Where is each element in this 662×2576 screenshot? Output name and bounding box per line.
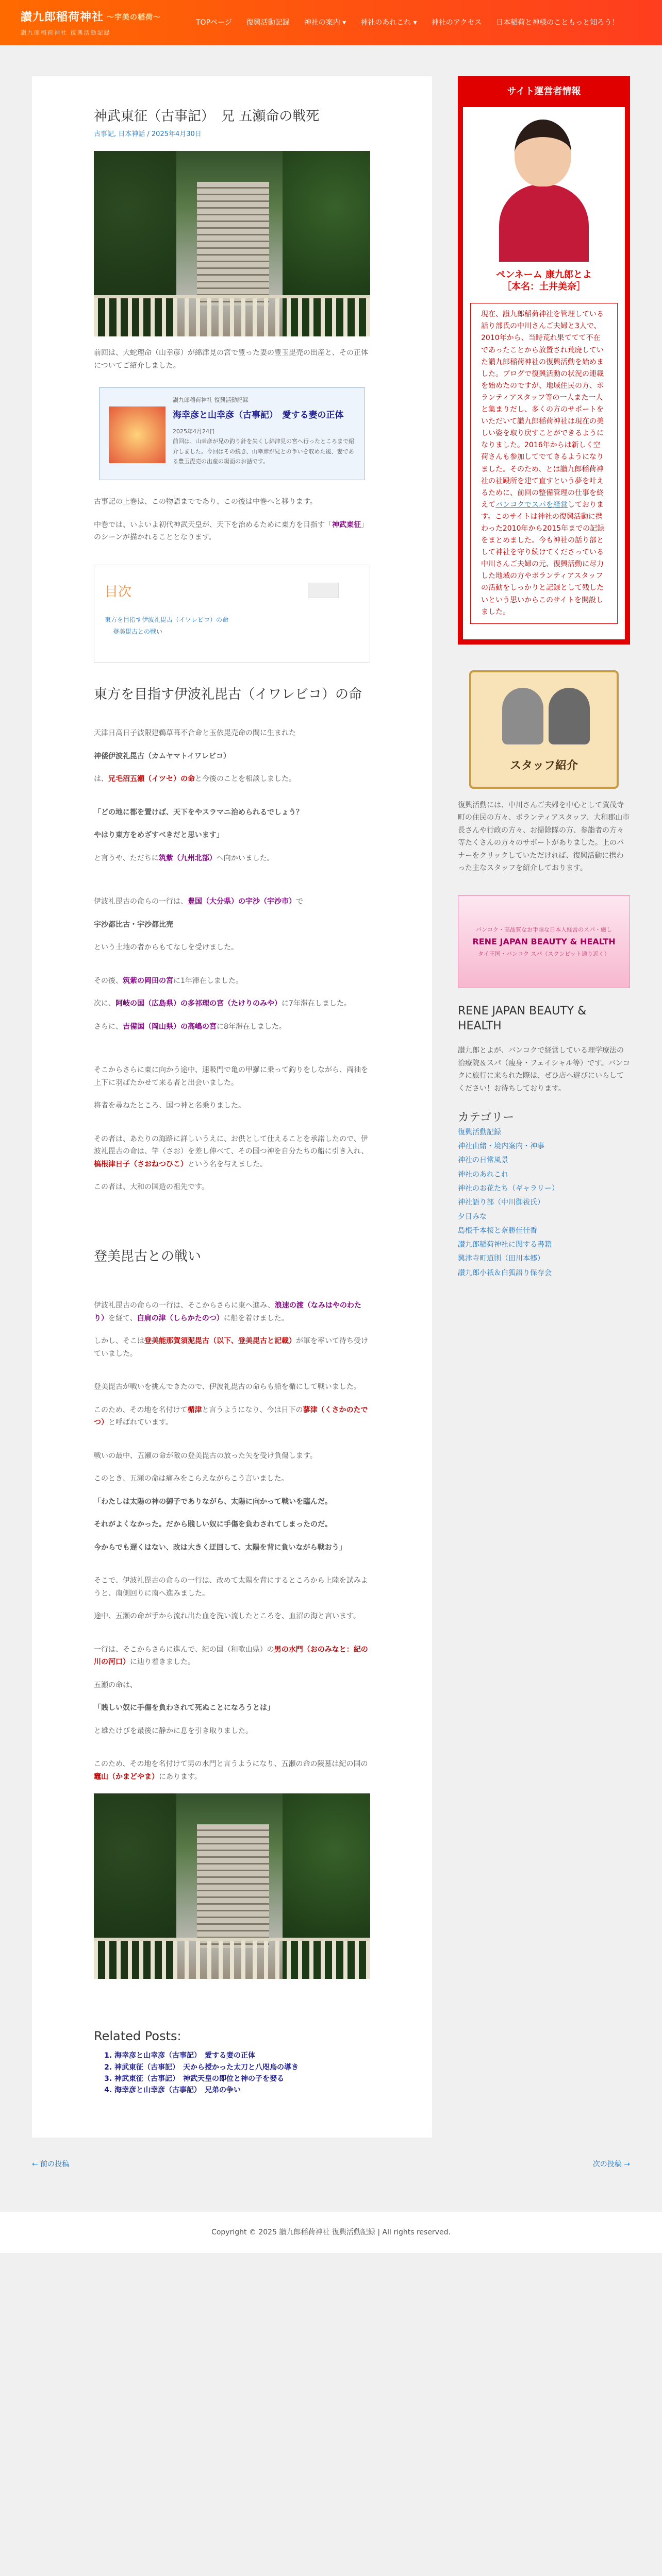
para: 途中、五瀬の命が手から流れ出た血を洗い流したところを、血沼の海と言います。 [94,1612,360,1621]
content-wrap [32,76,630,2138]
operator-info-box [458,76,630,645]
blog-card-site: 讃九郎稲荷神社 復興活動記録 [173,397,249,404]
post-meta[interactable]: 古事記, 日本神話 / 2025年4月30日 [94,130,202,139]
rene-japan-banner[interactable] [458,895,630,988]
quote: それがよくなかった。だから賎しい奴に手傷を負わされてしまったのだ。 [94,1520,332,1529]
intro-p1: 前回は、大蛇理命（山幸彦）が綿津見の宮で豊った妻の豊玉毘売の出産と、その正体についてご紹介しました。 [94,349,368,370]
para: と雄たけびを最後に静かに息を引き取りました。 [94,1726,253,1735]
nav-records[interactable]: 復興活動記録 [246,18,290,27]
para: 伊波礼毘古の命らの一行は、豊国（大分県）の宇沙（宇沙市）で [94,897,303,906]
operator-info-title: サイト運営者情報 [463,81,625,107]
category-link[interactable]: 神社の日常風景 [458,1156,508,1165]
para: この者は、大和の国造の祖先です。 [94,1183,209,1192]
staff-banner-label: スタッフ紹介 [509,759,578,773]
operator-name: ペンネーム 康九郎とよ ［本名：土井美奈］ [496,269,592,292]
blog-card-date: 2025年4月24日 [173,428,215,435]
para: このため、その地を名付けて男の水門と言うようになり、五瀬の命の陵墓は紀の国の竈山（かまどやま）にあります。 [94,1760,368,1781]
nav-guide[interactable]: 神社の案内 ▾ [304,18,346,27]
para: 五瀬の命は、 [94,1681,137,1689]
logo-tagline: 讃九郎稲荷神社 復興活動記録 [21,29,111,36]
blog-card-excerpt: 前回は、山幸彦が兄の釣り針を失くし綿津見の宮へ行ったところまで紹介しました。今回はその続き、山幸彦が兄との争いを収めた後、妻である豊玉毘売の出産の場面のお話です。 [173,438,354,465]
nav-learn[interactable]: 日本稲荷と神様のこともっと知ろう！ [496,18,619,27]
quote: やはり東方をめざすべきだと思います」 [94,831,224,840]
article [32,76,432,2138]
para: そこで、伊波礼毘古の命らの一行は、改めて太陽を背にするところから上陸を試みようと、南側回りに南へ進みました。 [94,1577,368,1598]
category-link[interactable]: 夕日みな [458,1212,487,1221]
category-link[interactable]: 復興活動記録 [458,1128,501,1137]
para: 将者を尋ねたところ、国つ神と名乗りました。 [94,1101,245,1110]
para: そこからさらに東に向かう途中、速吸門で亀の甲羅に乗って釣りをしながら、両袖を上下に羽ばたかせて来る者と出会いました。 [94,1066,368,1087]
para: 戦いの最中、五瀬の命が敵の登美毘古の放った矢を受け負傷します。 [94,1451,317,1460]
category-link[interactable]: 神社語り部（中川御祓氏） [458,1198,544,1207]
related-link[interactable]: 2. 神武東征（古事記） 天から授かった太刀と八咫烏の導き [114,2062,370,2073]
banner-sub: タイ王国・バンコク スパ（スクンビット通り近く） [478,950,610,957]
para: 次に、阿岐の国（広島県）の多祁理の宮（たけりのみや）に7年滞在しました。 [94,999,351,1008]
para: その者は、あたりの海路に詳しいうえに、お供として仕えることを承諾したので、伊波礼毘古の命は、竿（さお）を差し伸べて、その国つ神を自分たちの船に引き入れ、槁根津日子（さおねつひこ）という名を与えました。 [94,1134,369,1168]
site-logo[interactable] [21,8,175,38]
category-link[interactable]: 讃九郎小祇＆白狐語り保存会 [458,1268,552,1277]
related-posts [94,2025,370,2096]
para: という土地の者からもてなしを受けました。 [94,943,238,952]
para: 神倭伊波礼毘古（カムヤマトイワレビコ） [94,752,231,760]
para: さらに、吉備国（岡山県）の高嶋の宮に8年滞在しました。 [94,1022,286,1031]
next-post-link[interactable]: 次の投稿 → [592,2160,630,2168]
para: その後、筑紫の岡田の宮に1年滞在しました。 [94,976,243,985]
category-link[interactable]: 興津寺町道則（田川本郷） [458,1255,544,1263]
staff-banner[interactable] [469,670,619,789]
category-link[interactable]: 島根千本桜と奈勝佳佳香 [458,1226,537,1235]
nav-misc[interactable]: 神社のあれこれ ▾ [360,18,417,27]
quote: 「賎しい奴に手傷を負わされて死ぬことになろうとは」 [94,1704,274,1713]
banner-small: バンコク・高品質なお手頃な日本人経営のスパ・癒し [476,926,612,933]
post-title: 神武東征（古事記） 兄 五瀬命の戦死 [94,109,320,124]
blog-card-thumbnail [109,406,166,463]
spa-link[interactable]: バンコクでスパを経営 [495,500,568,509]
related-link[interactable]: 1. 海幸彦と山幸彦（古事記） 愛する妻の正体 [114,2050,370,2061]
para: しかし、そこは登美能那賀須泥毘古（以下、登美毘古と記載）が軍を率いて待ち受けていました。 [94,1337,368,1358]
section-heading-tomi: 登美毘古との戦い [94,1248,202,1264]
quote: 「わたしは太陽の神の御子でありながら、太陽に向かって戦いを臨んだ。 [94,1497,332,1506]
quote: 今からでも遅くはない、改は大きく迂回して、太陽を背に負いながら戦おう」 [94,1543,346,1552]
para: と言うや、ただちに筑紫（九州北部）へ向かいました。 [94,854,274,862]
toc-toggle-button[interactable] [308,583,339,598]
copyright: Copyright © 2025 讃九郎稲荷神社 復興活動記録 | All rights reserved. [211,2228,451,2236]
rene-japan-text: 讃九郎とよが、バンコクで経営している理学療法の治療院＆スパ（痩身・フェイシャル等）です。バンコクに旅行に来られた際は、ぜひ店へ遊びにいらしてください！お待ちしております。 [458,1046,630,1093]
related-link[interactable]: 3. 神武東征（古事記） 神武天皇の即位と神の子を娶る [114,2073,370,2084]
sidebar [458,76,630,1280]
shrine-stairs-photo-bottom [94,1793,370,1979]
related-title: Related Posts: [94,2029,181,2044]
blog-card-title: 海幸彦と山幸彦（古事記） 愛する妻の正体 [173,410,344,421]
para: 天津日高日子波限建鵜草葺不合命と玉依毘売命の間に生まれた [94,729,296,738]
main-nav [196,16,619,29]
banner-title: RENE JAPAN BEAUTY & HEALTH [472,936,616,946]
para: は、兄毛沼五瀬（イツセ）の命と今後のことを相談しました。 [94,775,296,784]
operator-bio: 現在、讃九郎稲荷神社を管理している話り部氏の中川さんご夫婦と3人で、2010年から、当時荒れ果ててて不在であったことから放置され荒廃していた讃九郎稲荷神社の復興活動を始めました。ブログで復興活動の状況の連載を始めたのですが、地域住民の方、ボランティアスタッフ等の一人また一人と集まりだし、多くの方のサポートをいただいて讃九郎稲荷神社は現在の美しい姿を取り戻すことができるようになりました。2016年からは新しく空荷さんも参加してでてきるようになりました。そのため、とは讃九郎稲荷神社の社殿所を建て直すという夢を叶えるために、前回の整備管理の仕事を終えてバンコクでスパを経営しております。このサイトは神社の復興活動に携わった2010年から2015年までの記録をまとめました。今も神社の話り部として神社を守り続けてくださっている中川さんご夫婦の元、復興活動に尽力した地域の方やボランティアスタッフの活動をしっかりと記録として残したいという思いからこのサイトを開設しました。 [470,303,618,623]
post-navigation [32,2158,630,2171]
site-footer [0,2212,662,2253]
logo-title: 讃九郎稲荷神社 [21,11,104,24]
intro-p3: 中巻では、いよいよ初代神武天皇が、天下を治めるために東方を目指す「神武東征」のシーンが描かれることとなります。 [94,520,368,542]
category-link[interactable]: 神社のお花たち（ギャラリー） [458,1184,559,1193]
site-header [0,0,662,45]
rene-japan-heading: RENE JAPAN BEAUTY & HEALTH [458,1004,587,1033]
para: このとき、五瀬の命は痛みをこらえながらこう言いました。 [94,1475,289,1483]
nav-access[interactable]: 神社のアクセス [431,18,482,27]
category-link[interactable]: 神社由緒・境内案内・神事 [458,1142,544,1151]
para: 登美毘古が戦いを挑んできたので、伊波礼毘古の命らも船を楯にして戦いました。 [94,1383,361,1392]
para: このため、その地を名付けて楯津と言うようになり、今は日下の蓼津（くさかのたでつ）と呼ばれています。 [94,1405,368,1427]
operator-avatar [489,107,599,262]
intro-p2: 古事記の上巻は、この物語までであり、この後は中巻へと移ります。 [94,498,317,506]
category-link[interactable]: 讃九郎稲荷神社に関する書籍 [458,1241,552,1249]
blog-card[interactable] [99,387,365,480]
toc-item[interactable]: 東方を目指す伊波礼毘古（イワレビコ）の命 [105,616,229,624]
category-link[interactable]: 神社のあれこれ [458,1170,508,1179]
related-link[interactable]: 4. 海幸彦と山幸彦（古事記） 兄弟の争い [114,2084,370,2096]
shrine-stairs-photo [94,151,370,336]
category-heading: カテゴリー [458,1111,515,1125]
logo-sub: 〜宇美の稲荷〜 [107,13,161,22]
staff-text: 復興活動には、中川さんご夫婦を中心として賀茂寺町の住民の方々、ボランティアスタッフ、大和郡山市長さんや行政の方々、お掃除隊の方、参詣者の方々等たくさんの方々のサポートがありました。上のバナーをクリックしていただければ、復興活動に携わった主なスタッフを紹介しております。 [458,801,630,873]
para: 宇沙都比古・宇沙都比売 [94,920,173,929]
toc-item[interactable]: 登美毘古との戦い [113,628,163,635]
toc-title: 目次 [105,584,132,600]
para: 伊波礼毘古の命らの一行は、そこからさらに東へ進み、浪速の渡（なみはやのわたり）を経て、白肩の津（しらかたのつ）に船を着けました。 [94,1301,361,1323]
quote: 「どの地に都を置けば、天下をやスラマニ治められるでしょう？ [94,808,303,817]
prev-post-link[interactable]: ← 前の投稿 [32,2160,70,2168]
category-list [458,1126,630,1280]
section-heading-east: 東方を目指す伊波礼毘古（イワレビコ）の命 [94,686,362,702]
nav-top[interactable]: TOPページ [196,18,232,27]
para: 一行は、そこからさらに進んで、紀の国（和歌山県）の男の水門（おのみなと：紀の川の河口）に辿り着きました。 [94,1645,368,1667]
table-of-contents [94,565,370,663]
